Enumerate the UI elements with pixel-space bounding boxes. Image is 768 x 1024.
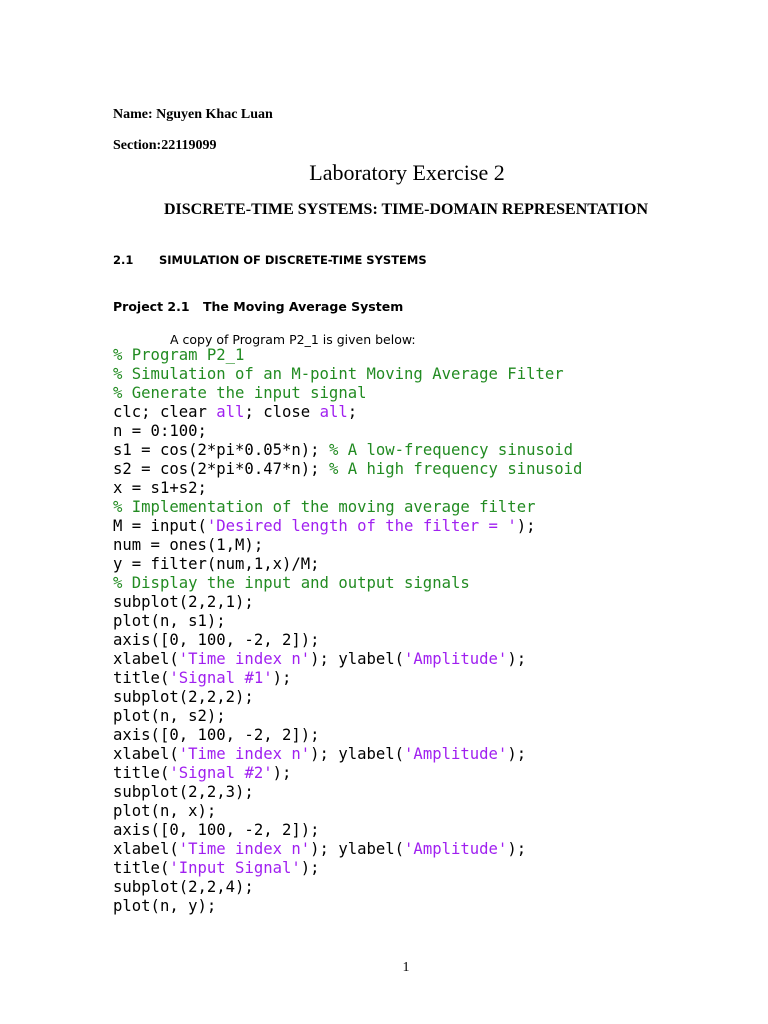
code-token-plain: subplot(2,2,3); — [113, 783, 254, 801]
code-line — [113, 498, 582, 517]
code-token-plain: ); — [300, 859, 320, 877]
section-number: 2.1 — [113, 253, 134, 267]
code-token-plain: ); — [507, 840, 527, 858]
code-line — [113, 669, 582, 688]
code-token-string: 'Time index n' — [178, 650, 311, 668]
code-line — [113, 726, 582, 745]
code-line — [113, 650, 582, 669]
code-token-plain: y = filter(num,1,x)/M; — [113, 555, 320, 573]
code-token-plain: ; close — [244, 403, 320, 421]
code-line — [113, 631, 582, 650]
code-token-plain: num = ones(1,M); — [113, 536, 264, 554]
code-line — [113, 441, 582, 460]
code-token-string: 'Amplitude' — [404, 650, 508, 668]
code-line — [113, 574, 582, 593]
code-line — [113, 612, 582, 631]
code-token-plain: ); — [272, 669, 292, 687]
code-token-string: 'Desired length of the filter = ' — [206, 517, 517, 535]
section-id: Section:22119099 — [113, 138, 217, 153]
code-line — [113, 783, 582, 802]
code-token-string: 'Signal #2' — [169, 764, 273, 782]
code-line — [113, 555, 582, 574]
code-line — [113, 688, 582, 707]
code-token-comment: % Display the input and output signals — [113, 574, 470, 592]
author-name: Name: Nguyen Khac Luan — [113, 107, 273, 122]
code-token-comment: % Implementation of the moving average filter — [113, 498, 536, 516]
page-number: 1 — [402, 960, 410, 975]
code-line — [113, 346, 582, 365]
code-token-plain: n = 0:100; — [113, 422, 207, 440]
code-line — [113, 745, 582, 764]
code-line — [113, 403, 582, 422]
code-token-comment: % Simulation of an M-point Moving Average Filter — [113, 365, 564, 383]
code-token-string: 'Input Signal' — [169, 859, 301, 877]
code-token-plain: ); — [507, 745, 527, 763]
code-line — [113, 840, 582, 859]
code-token-plain: subplot(2,2,4); — [113, 878, 254, 896]
code-line — [113, 859, 582, 878]
code-token-string: 'Amplitude' — [404, 745, 508, 763]
code-token-string: 'Time index n' — [178, 745, 311, 763]
code-line — [113, 384, 582, 403]
document-title: Laboratory Exercise 2 — [309, 160, 505, 185]
code-token-plain: M = input( — [113, 517, 207, 535]
code-token-plain: subplot(2,2,1); — [113, 593, 254, 611]
code-token-string: 'Amplitude' — [404, 840, 508, 858]
code-token-plain: axis([0, 100, -2, 2]); — [113, 726, 320, 744]
code-token-keyword: all — [319, 403, 348, 421]
intro-text: A copy of Program P2_1 is given below: — [170, 332, 416, 347]
code-token-plain: ; — [347, 403, 358, 421]
code-token-plain: s2 = cos(2*pi*0.47*n); — [113, 460, 329, 478]
code-token-plain: xlabel( — [113, 745, 179, 763]
code-token-plain: title( — [113, 859, 170, 877]
code-line — [113, 479, 582, 498]
section-title: SIMULATION OF DISCRETE-TIME SYSTEMS — [159, 253, 427, 267]
code-token-plain: title( — [113, 764, 170, 782]
code-token-plain: s1 = cos(2*pi*0.05*n); — [113, 441, 329, 459]
code-token-keyword: all — [216, 403, 245, 421]
code-token-plain: ); ylabel( — [310, 745, 405, 763]
code-token-plain: ); — [272, 764, 292, 782]
code-line — [113, 593, 582, 612]
code-token-comment: % A high frequency sinusoid — [328, 460, 583, 478]
code-token-plain: xlabel( — [113, 840, 179, 858]
code-token-plain: title( — [113, 669, 170, 687]
code-token-plain: plot(n, s1); — [113, 612, 226, 630]
code-line — [113, 707, 582, 726]
code-token-plain: ); ylabel( — [310, 650, 405, 668]
code-line — [113, 422, 582, 441]
project-title: The Moving Average System — [203, 299, 404, 314]
code-token-plain: ); — [516, 517, 536, 535]
project-number: Project 2.1 — [113, 299, 190, 314]
code-token-plain: ); ylabel( — [310, 840, 405, 858]
code-line — [113, 536, 582, 555]
code-token-comment: % Program P2_1 — [113, 346, 245, 364]
code-line — [113, 897, 582, 916]
code-token-comment: % Generate the input signal — [113, 384, 367, 402]
code-token-plain: plot(n, s2); — [113, 707, 226, 725]
code-line — [113, 517, 582, 536]
code-token-plain: xlabel( — [113, 650, 179, 668]
code-token-plain: subplot(2,2,2); — [113, 688, 254, 706]
document-subtitle: DISCRETE-TIME SYSTEMS: TIME-DOMAIN REPRESENTATION — [163, 201, 649, 218]
code-line — [113, 802, 582, 821]
code-token-plain: plot(n, x); — [113, 802, 217, 820]
code-line — [113, 878, 582, 897]
code-token-plain: axis([0, 100, -2, 2]); — [113, 631, 320, 649]
code-token-plain: ); — [507, 650, 527, 668]
code-line — [113, 821, 582, 840]
code-token-string: 'Time index n' — [178, 840, 311, 858]
code-token-comment: % A low-frequency sinusoid — [328, 441, 574, 459]
code-line — [113, 365, 582, 384]
code-token-plain: plot(n, y); — [113, 897, 217, 915]
code-line — [113, 764, 582, 783]
code-token-plain: clc; clear — [113, 403, 217, 421]
code-line — [113, 460, 582, 479]
code-token-string: 'Signal #1' — [169, 669, 273, 687]
code-token-plain: x = s1+s2; — [113, 479, 207, 497]
code-listing — [113, 346, 582, 916]
code-token-plain: axis([0, 100, -2, 2]); — [113, 821, 320, 839]
